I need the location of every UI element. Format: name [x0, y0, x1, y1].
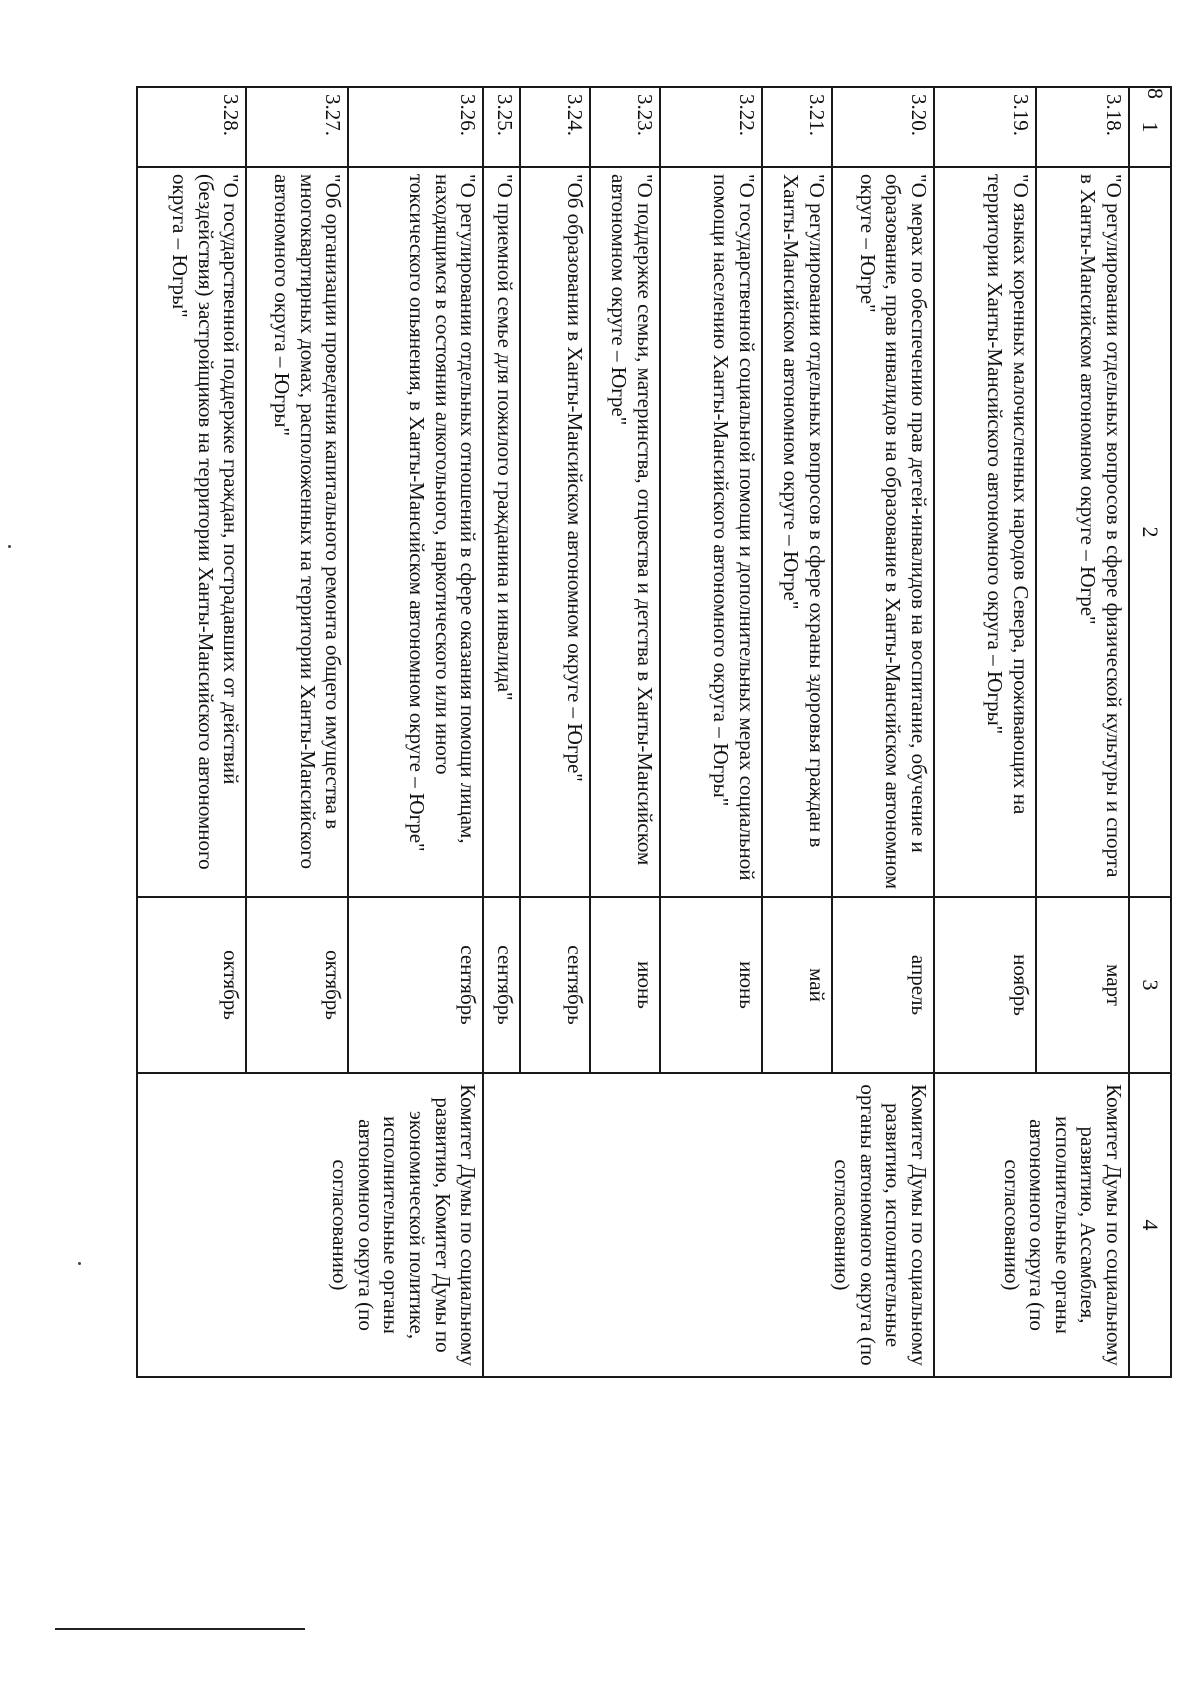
item-number: 3.24. — [520, 87, 590, 167]
responsible-executor: Комитет Думы по социальному развитию, Ассамблея, исполнительные органы автономного округа (по согласованию) — [934, 1073, 1129, 1377]
deadline-month: октябрь — [246, 897, 348, 1073]
bill-title: "О поддержке семьи, материнства, отцовства и детства в Ханты-Мансийском автономном округе – Югре" — [590, 167, 660, 897]
item-number: 3.21. — [762, 87, 832, 167]
item-number: 3.26. — [348, 87, 483, 167]
footnote-separator — [55, 1628, 305, 1630]
deadline-month: март — [1036, 897, 1129, 1073]
column-header: 2 — [1129, 167, 1171, 897]
deadline-month: сентябрь — [348, 897, 483, 1073]
header-row — [1129, 87, 1171, 1377]
item-number: 3.18. — [1036, 87, 1129, 167]
item-number: 3.20. — [832, 87, 934, 167]
page-number: 8 — [1143, 88, 1168, 99]
scan-speck — [8, 545, 11, 548]
deadline-month: июнь — [590, 897, 660, 1073]
item-number: 3.19. — [934, 87, 1036, 167]
bill-title: "О приемной семье для пожилого гражданина и инвалида" — [483, 167, 520, 897]
bill-title: "О регулировании отдельных отношений в сфере оказания помощи лицам, находящимся в состоянии алкогольного, наркотического или иного токсического опьянения, в Ханты-Мансийском автономном округе – Югре" — [348, 167, 483, 897]
responsible-executor: Комитет Думы по социальному развитию, исполнительные органы автономного округа (по согласованию) — [483, 1073, 934, 1377]
bill-title: "Об организации проведения капитального ремонта общего имущества в многоквартирных домах, расположенных на территории Ханты-Мансийского автономного округа – Югры" — [246, 167, 348, 897]
column-header: 1 — [1129, 87, 1171, 167]
table-row — [1036, 87, 1129, 1377]
bill-title: "О мерах по обеспечению прав детей-инвалидов на воспитание, обучение и образование, прав инвалидов на образование в Ханты-Мансийском автономном округе – Югре" — [832, 167, 934, 897]
table-row — [348, 87, 483, 1377]
deadline-month: сентябрь — [520, 897, 590, 1073]
item-number: 3.28. — [137, 87, 246, 167]
bill-title: "О языках коренных малочисленных народов Севера, проживающих на территории Ханты-Мансийского автономного округа – Югры" — [934, 167, 1036, 897]
deadline-month: октябрь — [137, 897, 246, 1073]
item-number: 3.27. — [246, 87, 348, 167]
column-header: 3 — [1129, 897, 1171, 1073]
legislative-plan-table — [136, 86, 1172, 1378]
item-number: 3.22. — [660, 87, 762, 167]
item-number: 3.23. — [590, 87, 660, 167]
bill-title: "О государственной социальной помощи и дополнительных мерах социальной помощи населению Ханты-Мансийского автономного округа – Югры" — [660, 167, 762, 897]
deadline-month: сентябрь — [483, 897, 520, 1073]
column-header: 4 — [1129, 1073, 1171, 1377]
item-number: 3.25. — [483, 87, 520, 167]
rotated-table-container — [136, 86, 1172, 1376]
deadline-month: май — [762, 897, 832, 1073]
table-row — [832, 87, 934, 1377]
deadline-month: июнь — [660, 897, 762, 1073]
bill-title: "Об образовании в Ханты-Мансийском автономном округе – Югре" — [520, 167, 590, 897]
bill-title: "О регулировании отдельных вопросов в сфере физической культуры и спорта в Ханты-Мансийском автономном округе – Югре" — [1036, 167, 1129, 897]
deadline-month: ноябрь — [934, 897, 1036, 1073]
deadline-month: апрель — [832, 897, 934, 1073]
scan-speck — [78, 1262, 81, 1265]
bill-title: "О государственной поддержке граждан, пострадавших от действий (бездействия) застройщиков на территории Ханты-Мансийского автономного округа – Югры" — [137, 167, 246, 897]
responsible-executor: Комитет Думы по социальному развитию, Комитет Думы по экономической политике, исполнительные органы автономного округа (по согласованию) — [137, 1073, 483, 1377]
bill-title: "О регулировании отдельных вопросов в сфере охраны здоровья граждан в Ханты-Мансийском автономном округе – Югре" — [762, 167, 832, 897]
